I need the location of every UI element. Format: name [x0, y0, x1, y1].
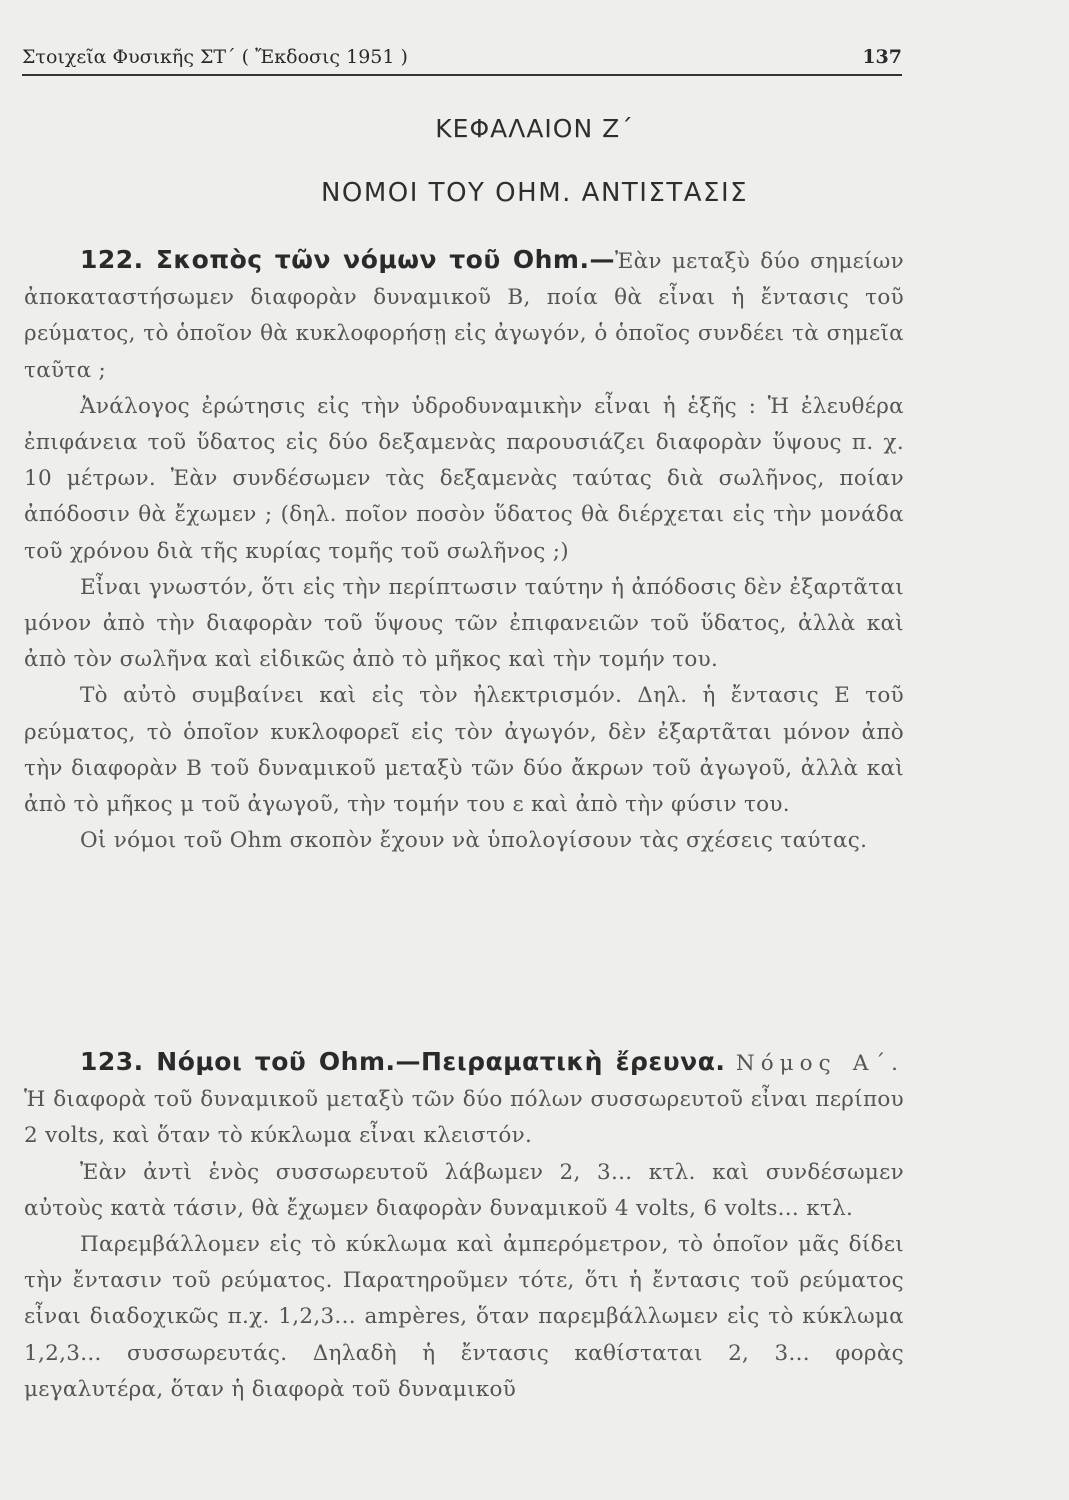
section-122-paragraph-4: Τὸ αὐτὸ συμβαίνει καὶ εἰς τὸν ἠλεκτρισμόν. Δηλ. ἡ ἔντασις Ε τοῦ ρεύματος, τὸ ὁποῖον κυκλοφορεῖ εἰς τὸν ἀγωγόν, δὲν ἐξαρτᾶται μόνον ἀπὸ τὴν διαφορὰν Β τοῦ δυναμικοῦ μεταξὺ τῶν δύο ἄκρων τοῦ ἀγωγοῦ, ἀλλὰ καὶ ἀπὸ τὸ μῆκος μ τοῦ ἀγωγοῦ, τὴν τομήν του ε καὶ ἀπὸ τὴν φύσιν του. [24, 683, 904, 818]
section-123-paragraph-3: Παρεμβάλλομεν εἰς τὸ κύκλωμα καὶ ἀμπερόμετρον, τὸ ὁποῖον μᾶς δίδει τὴν ἔντασιν τοῦ ρεύματος. Παρατηροῦμεν τότε, ὅτι ἡ ἔντασις τοῦ ρεύματος εἶναι διαδοχικῶς π.χ. 1,2,3... ampères, ὅταν παρεμβάλλωμεν εἰς τὸ κύκλωμα 1,2,3... συσσωρευτάς. Δηλαδὴ ἡ ἔντασις καθίσταται 2, 3... φορὰς μεγαλυτέρα, ὅταν ἡ διαφορὰ τοῦ δυναμικοῦ [24, 1232, 904, 1402]
section-122-paragraph-3: Εἶναι γνωστόν, ὅτι εἰς τὴν περίπτωσιν ταύτην ἡ ἀπόδοσις δὲν ἐξαρτᾶται μόνον ἀπὸ τὴν διαφορὰν τοῦ ὕψους τῶν ἐπιφανειῶν τοῦ ὕδατος, ἀλλὰ καὶ ἀπὸ τὸν σωλῆνα καὶ εἰδικῶς ἀπὸ τὸ μῆκος καὶ τὴν τομήν του. [24, 574, 904, 673]
section-123-heading: 123. Νόμοι τοῦ Ohm.—Πειραματικὴ ἔρευνα. [80, 1047, 726, 1076]
header-rule [22, 74, 902, 76]
page-number: 137 [862, 46, 902, 68]
section-122-p1-text: Ἐὰν μεταξὺ δύο σημείων ἀποκαταστήσωμεν διαφορὰν δυναμικοῦ Β, ποία θὰ εἶναι ἡ ἔντασις τοῦ ρεύματος, τὸ ὁποῖον θὰ κυκλοφορήσῃ εἰς ἀγωγόν, ὁ ὁποῖος συνδέει τὰ σημεῖα ταῦτα ; [24, 249, 904, 383]
chapter-title: ΝΟΜΟΙ ΤΟΥ ΟΗΜ. ΑΝΤΙΣΤΑΣΙΣ [320, 178, 749, 208]
section-123-heading-line [24, 1044, 904, 1155]
book-title: Στοιχεῖα Φυσικῆς ΣΤ΄ ( Ἔκδοσις 1951 ) [22, 46, 408, 68]
section-123 [24, 1044, 904, 1408]
law-label: Νόμος Α΄. [735, 1051, 904, 1076]
section-122-paragraph-2: Ἀνάλογος ἐρώτησις εἰς τὴν ὑδροδυναμικὴν εἶναι ἡ ἑξῆς : Ἡ ἐλευθέρα ἐπιφάνεια τοῦ ὕδατος εἰς δύο δεξαμενὰς παρουσιάζει διαφορὰν ὕψους π. χ. 10 μέτρων. Ἐὰν συνδέσωμεν τὰς δεξαμενὰς ταύτας διὰ σωλῆνος, ποίαν ἀπόδοσιν θὰ ἔχωμεν ; (δηλ. ποῖον ποσὸν ὕδατος θὰ διέρχεται εἰς τὴν μονάδα τοῦ χρόνου διὰ τῆς κυρίας τομῆς τοῦ σωλῆνος ;) [24, 393, 904, 564]
section-122 [24, 242, 904, 859]
section-122-paragraph-5: Οἱ νόμοι τοῦ Ohm σκοπὸν ἔχουν νὰ ὑπολογίσουν τὰς σχέσεις ταύτας. [80, 828, 868, 854]
chapter-label: ΚΕΦΑΛΑΙΟΝ Ζ΄ [435, 114, 634, 143]
running-header [22, 42, 902, 76]
section-123-p1-text: Ἡ διαφορὰ τοῦ δυναμικοῦ μεταξὺ τῶν δύο πόλων συσσωρευτοῦ εἶναι περίπου 2 volts, καὶ ὅταν τὸ κύκλωμα εἶναι κλειστόν. [24, 1087, 904, 1149]
section-123-paragraph-2: Ἐὰν ἀντὶ ἑνὸς συσσωρευτοῦ λάβωμεν 2, 3... κτλ. καὶ συνδέσωμεν αὐτοὺς κατὰ τάσιν, θὰ ἔχωμεν διαφορὰν δυναμικοῦ 4 volts, 6 volts... κτλ. [24, 1159, 904, 1221]
section-122-heading: 122. Σκοπὸς τῶν νόμων τοῦ Ohm.— [80, 245, 615, 274]
section-122-paragraph-1 [24, 242, 904, 389]
